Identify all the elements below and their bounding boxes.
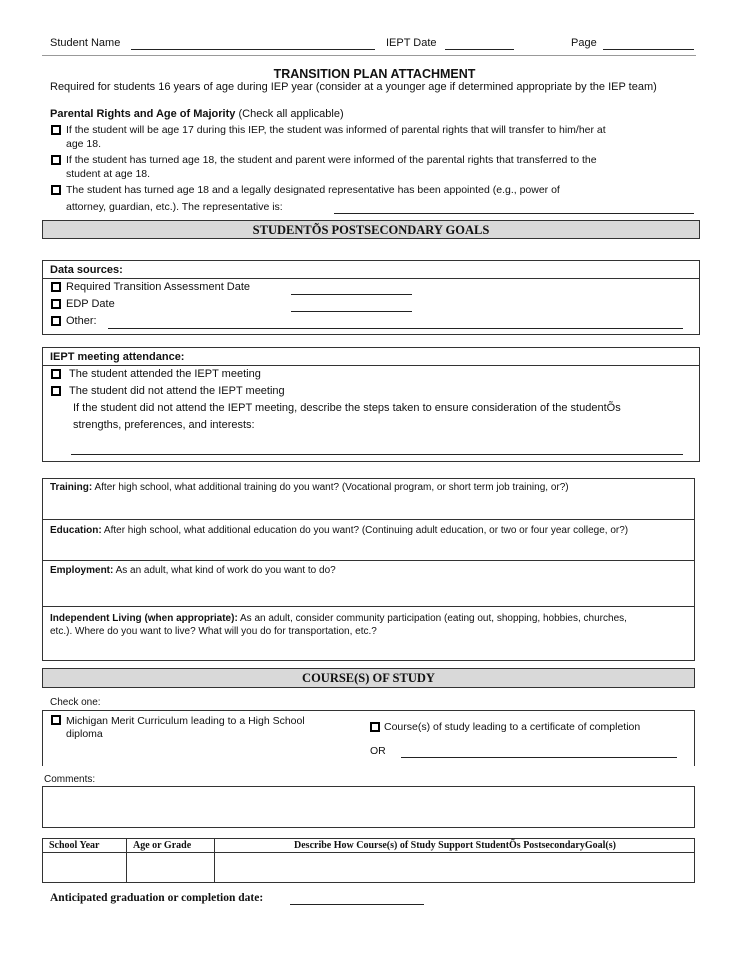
data-source-item-2: EDP Date xyxy=(66,298,115,310)
education-label: Education: xyxy=(50,525,102,536)
page-title: TRANSITION PLAN ATTACHMENT xyxy=(273,67,476,81)
student-name-field[interactable] xyxy=(131,49,375,50)
parental-checkbox-3[interactable] xyxy=(51,185,61,195)
course-of-study-bar: COURSE(S) OF STUDY xyxy=(42,668,695,688)
data-sources-divider xyxy=(43,278,699,279)
independent-living-label: Independent Living (when appropriate): xyxy=(50,613,238,624)
data-source-item-1: Required Transition Assessment Date xyxy=(66,281,251,293)
page-label: Page xyxy=(571,37,597,49)
employment-prompt: As an adult, what kind of work do you want to do? xyxy=(115,565,336,576)
assessment-date-field[interactable] xyxy=(291,294,412,295)
did-not-attend-checkbox[interactable] xyxy=(51,386,61,396)
page-subtitle: Required for students 16 years of age during IEP year (consider at a younger age if determined appropriate by the IEP team) xyxy=(50,81,657,93)
graduation-date-field[interactable] xyxy=(290,904,424,905)
independent-living-prompt-1: As an adult, consider community participation (eating out, shopping, hobbies, churches, xyxy=(240,613,627,624)
postsecondary-goals-bar: STUDENTÕS POSTSECONDARY GOALS xyxy=(42,220,700,239)
comments-label: Comments: xyxy=(44,774,96,785)
education-prompt: After high school, what additional education do you want? (Continuing adult education, or two or four year college, or?) xyxy=(103,525,629,536)
training-goal[interactable] xyxy=(50,482,569,493)
training-label: Training: xyxy=(50,482,93,493)
describe-cell[interactable] xyxy=(215,853,694,882)
parental-checkbox-1[interactable] xyxy=(51,125,61,135)
school-year-cell[interactable] xyxy=(43,853,126,882)
independent-living-goal[interactable] xyxy=(50,613,627,624)
header-divider xyxy=(42,55,696,56)
training-prompt: After high school, what additional training do you want? (Vocational program, or short term job training, or?) xyxy=(94,482,569,493)
certificate-label: Course(s) of study leading to a certificate of completion xyxy=(384,721,641,733)
parental-item-3-line-2: attorney, guardian, etc.). The representative is: xyxy=(66,201,283,213)
parental-item-3-line-1: The student has turned age 18 and a legally designated representative has been appointed (e.g., power of xyxy=(66,184,560,196)
attendance-description-field[interactable] xyxy=(71,454,683,455)
graduation-label: Anticipated graduation or completion date: xyxy=(50,892,264,904)
iept-date-field[interactable] xyxy=(445,49,514,50)
page-field[interactable] xyxy=(603,49,694,50)
student-name-label: Student Name xyxy=(50,37,121,49)
course-other-field[interactable] xyxy=(401,757,677,758)
parental-rights-note: (Check all applicable) xyxy=(238,108,344,120)
iept-date-label: IEPT Date xyxy=(386,37,437,49)
goals-divider-1 xyxy=(43,519,694,520)
parental-rights-title: Parental Rights and Age of Majority xyxy=(50,108,236,120)
independent-living-prompt-2: etc.). Where do you want to live? What will you do for transportation, etc.? xyxy=(50,626,377,637)
parental-item-2-line-2: student at age 18. xyxy=(66,168,151,180)
data-source-item-3: Other: xyxy=(66,315,97,327)
employment-label: Employment: xyxy=(50,565,114,576)
certificate-checkbox[interactable] xyxy=(370,722,380,732)
attendance-heading: IEPT meeting attendance: xyxy=(50,351,185,363)
data-source-checkbox-2[interactable] xyxy=(51,299,61,309)
data-sources-box xyxy=(42,260,700,335)
age-grade-cell[interactable] xyxy=(127,853,214,882)
employment-goal[interactable] xyxy=(50,565,336,576)
check-one-label: Check one: xyxy=(50,697,101,708)
data-source-checkbox-1[interactable] xyxy=(51,282,61,292)
did-not-attend-label: The student did not attend the IEPT meeting xyxy=(69,385,285,397)
table-header-age-grade: Age or Grade xyxy=(133,840,192,851)
merit-curriculum-line-2: diploma xyxy=(66,728,103,740)
goals-divider-3 xyxy=(43,606,694,607)
education-goal[interactable] xyxy=(50,525,628,536)
comments-field[interactable] xyxy=(42,786,695,828)
goals-divider-2 xyxy=(43,560,694,561)
merit-curriculum-checkbox[interactable] xyxy=(51,715,61,725)
parental-item-2-line-1: If the student has turned age 18, the student and parent were informed of the parental rights that transferred to the xyxy=(66,154,597,166)
attendance-describe-line-1: If the student did not attend the IEPT meeting, describe the steps taken to ensure consideration of the studentÕs xyxy=(73,402,621,414)
data-sources-heading: Data sources: xyxy=(50,264,123,276)
attendance-describe-line-2: strengths, preferences, and interests: xyxy=(73,419,255,431)
merit-curriculum-line-1: Michigan Merit Curriculum leading to a High School xyxy=(66,715,305,727)
attendance-divider xyxy=(43,365,699,366)
attended-checkbox[interactable] xyxy=(51,369,61,379)
parental-item-1-line-1: If the student will be age 17 during this IEP, the student was informed of parental rights that will transfer to him/her at xyxy=(66,124,606,136)
representative-field[interactable] xyxy=(334,213,694,214)
other-source-field[interactable] xyxy=(108,328,683,329)
attended-label: The student attended the IEPT meeting xyxy=(69,368,261,380)
parental-checkbox-2[interactable] xyxy=(51,155,61,165)
parental-rights-heading xyxy=(50,108,344,120)
parental-item-1-line-2: age 18. xyxy=(66,138,102,150)
edp-date-field[interactable] xyxy=(291,311,412,312)
table-header-school-year: School Year xyxy=(49,840,100,851)
or-label: OR xyxy=(370,745,386,757)
data-source-checkbox-3[interactable] xyxy=(51,316,61,326)
table-header-describe: Describe How Course(s) of Study Support StudentÕs PostsecondaryGoal(s) xyxy=(294,840,616,851)
